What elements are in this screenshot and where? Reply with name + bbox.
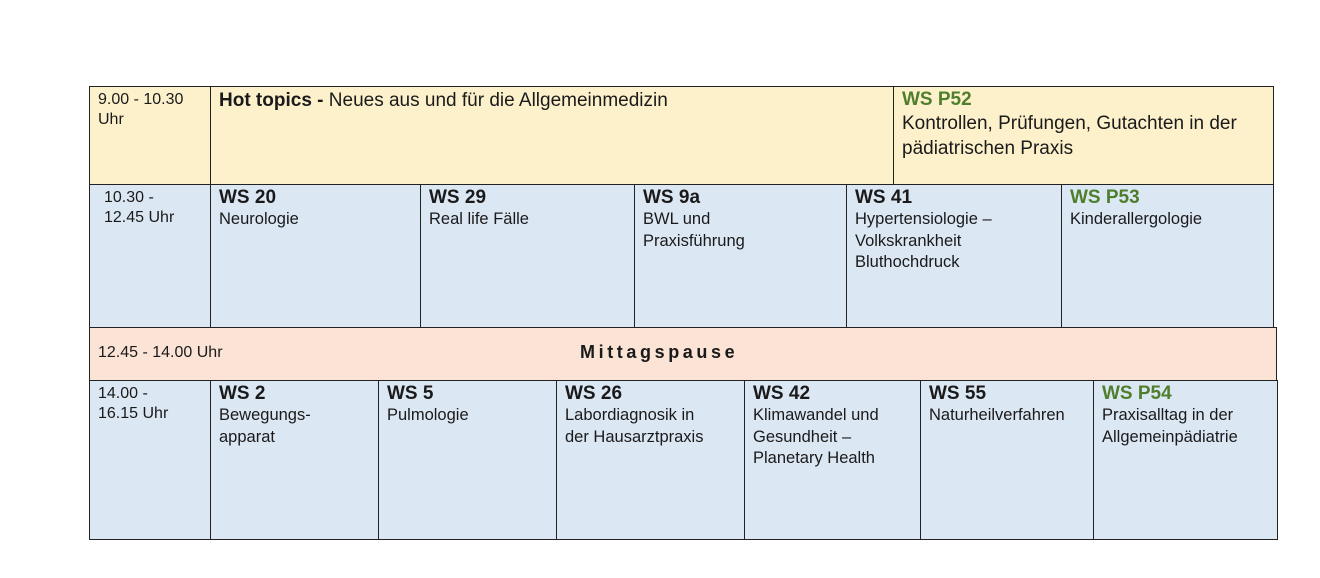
workshop-title: Naturheilverfahren (929, 406, 1065, 424)
hot-topics-text: Neues aus und für die Allgemeinmedizin (328, 90, 668, 111)
workshop-code: WS 26 (565, 383, 623, 404)
lunch-break-row (89, 327, 1277, 381)
workshop-title: Labordiagnosik in der Hausarztpraxis (565, 406, 704, 446)
workshop-code: WS 9a (643, 187, 701, 208)
workshop-code: WS 2 (219, 383, 266, 404)
lunch-time: 12.45 - 14.00 Uhr (98, 344, 223, 361)
workshop-code: WS 55 (929, 383, 987, 404)
workshop-ws-42 (744, 380, 921, 540)
workshop-title: Kinderallergologie (1070, 210, 1203, 228)
workshop-code: WS 29 (429, 187, 487, 208)
workshop-ws-p53 (1061, 184, 1274, 328)
workshop-ws-41 (846, 184, 1062, 328)
time-slot-3: 14.00 - 16.15 Uhr (89, 380, 211, 540)
lunch-label: Mittagspause (580, 342, 739, 362)
workshop-code: WS 42 (753, 383, 811, 404)
workshop-ws-9a (634, 184, 847, 328)
workshop-code: WS P53 (1070, 187, 1140, 208)
workshop-ws-p54 (1093, 380, 1278, 540)
workshop-ws-5 (378, 380, 557, 540)
workshop-ws-55 (920, 380, 1094, 540)
workshop-ws-2 (210, 380, 379, 540)
workshop-code: WS 5 (387, 383, 434, 404)
workshop-ws-29 (420, 184, 635, 328)
workshop-title: Kontrollen, Prüfungen, Gutachten in der pädiatrischen Praxis (902, 113, 1237, 159)
workshop-code: WS 41 (855, 187, 913, 208)
workshop-title: BWL und Praxisführung (643, 210, 745, 250)
workshop-ws-p52 (893, 86, 1274, 185)
workshop-ws-20 (210, 184, 421, 328)
workshop-title: Real life Fälle (429, 210, 529, 228)
workshop-ws-26 (556, 380, 745, 540)
workshop-title: Klimawandel und Gesundheit – Planetary Health (753, 406, 879, 467)
workshop-code: WS P52 (902, 89, 972, 110)
workshop-title: Neurologie (219, 210, 299, 228)
workshop-title: Bewegungs- apparat (219, 406, 311, 446)
workshop-title: Praxisalltag in der Allgemeinpädiatrie (1102, 406, 1238, 446)
workshop-code: WS 20 (219, 187, 277, 208)
hot-topics-label: Hot topics - (219, 90, 329, 111)
hot-topics-cell (210, 86, 894, 185)
time-slot-2: 10.30 - 12.45 Uhr (89, 184, 211, 328)
time-slot-1: 9.00 - 10.30 Uhr (89, 86, 211, 185)
workshop-title: Pulmologie (387, 406, 469, 424)
workshop-title: Hypertensiologie – Volkskrankheit Bluthochdruck (855, 210, 992, 271)
workshop-code: WS P54 (1102, 383, 1172, 404)
